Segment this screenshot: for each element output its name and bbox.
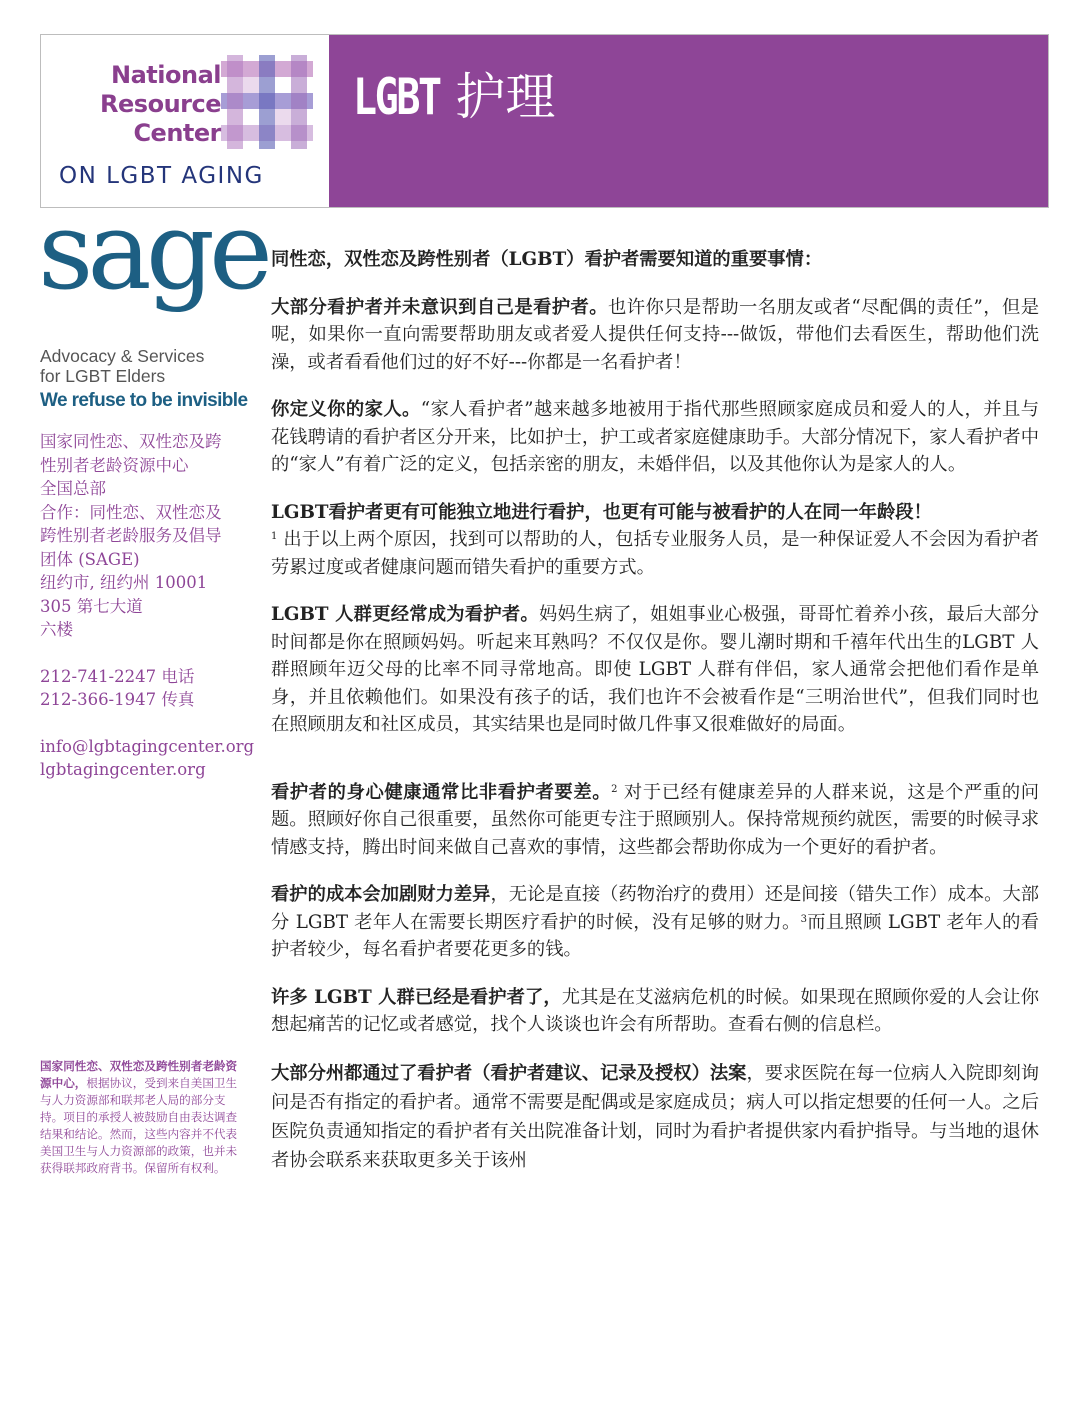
paragraph-lead: 大部分看护者并未意识到自己是看护者。: [271, 296, 608, 318]
on-lgbt-aging-text: ON LGBT AGING: [59, 163, 264, 189]
sage-tagline: [40, 346, 204, 386]
heading-text: 同性恋，双性恋及跨性别者（LGBT）看护者需要知道的重要事情：: [271, 249, 823, 270]
page-title: [353, 57, 555, 129]
paragraph-body: 对于已经有健康差异的人群来说，这是个严重的问题。照顾好你自己很重要，虽然你可能更专注于照顾别人。保持常规预约就医，需要的时候寻求情感支持，腾出时间来做自己喜欢的事情，这些都会帮助你成为一个更好的看护者。: [271, 781, 1040, 858]
footnote-ref: 2: [611, 783, 618, 795]
plaid-grid-icon: [221, 55, 313, 149]
sage-tagline-line-1: Advocacy & Services: [40, 346, 205, 366]
paragraph-body: ，要求医院在每一位病人入院即刻询问是否有指定的看护者。通常不需要是配偶或是家庭成员；病人可以指定想要的任何一人。之后医院负责通知指定的看护者有关出院准备计划，同时为看护者提供家内看护指导。与当地的退休者协会联系来获取更多关于该州: [271, 1062, 1040, 1171]
paragraph-body: 出于以上两个原因，找到可以帮助的人，包括专业服务人员，是一种保证爱人不会因为看护者劳累过度或者健康问题而错失看护的重要方式。: [271, 529, 1039, 578]
email-link[interactable]: info@lgbtagingcenter.org: [40, 736, 255, 756]
address-line: 305 第七大道: [40, 596, 143, 616]
address-line: 国家同性恋、双性恋及跨: [40, 432, 222, 451]
paragraph-care-act: [271, 1059, 1039, 1175]
contact-block: [40, 430, 255, 782]
footnote-ref: 3: [800, 913, 807, 925]
main-heading: [271, 246, 1039, 274]
address-line: 纽约市, 纽约州 10001: [40, 573, 208, 592]
page-title-cn: 护理: [439, 68, 556, 126]
paragraph-independent-care: [271, 499, 1039, 582]
paragraph-body: 尤其是在艾滋病危机的时候。如果现在照顾你爱的人会让你想起痛苦的记忆或者感觉，找个人谈谈也许会有所帮助。查看右侧的信息栏。: [271, 986, 1039, 1035]
paragraph-body-cont: 而且照顾 LGBT 老年人的看护者较少，每名看护者要花更多的钱。: [271, 911, 1040, 960]
page-title-latin: LGBT: [353, 68, 440, 126]
paragraph-body: 也许你只是帮助一名朋友或者“尽配偶的责任”，但是呢，如果你一直向需要帮助朋友或者爱人提供任何支持---做饭，带他们去看医生，帮助他们洗澡，或者看看他们过的好不好---你都是一名看护者！: [271, 296, 1040, 373]
funding-disclaimer: [40, 1058, 244, 1177]
disclaimer-text: 根据协议，受到来自美国卫生与人力资源部和联邦老人局的部分支持。项目的承授人被鼓励自由表达调查结果和结论。然而，这些内容并不代表美国卫生与人力资源部的政策，也并未获得联邦政府背书。保留所有权利。: [40, 1076, 238, 1175]
paragraph-lead: LGBT 人群更经常成为看护者。: [271, 604, 539, 625]
footnote-ref: 1: [271, 531, 278, 542]
sage-slogan: We refuse to be invisible: [40, 390, 248, 411]
paragraph-cost: [271, 881, 1039, 964]
fax-number: 212-366-1947 传真: [40, 690, 195, 709]
paragraph-body: ，无论是直接（药物治疗的费用）还是间接（错失工作）成本。大部分 LGBT 老年人在需要长期医疗看护的时候，没有足够的财力。: [271, 884, 1040, 933]
sage-tagline-line-2: for LGBT Elders: [40, 366, 166, 386]
paragraph-lead: 大部分州都通过了看护者（看护者建议、记录及授权）法案: [271, 1062, 747, 1084]
paragraph-lead: 你定义你的家人。: [271, 399, 421, 420]
sage-logo: [38, 189, 267, 338]
sage-wordmark: sage: [38, 189, 267, 314]
nrc-logo-text: [61, 61, 221, 148]
title-banner: [329, 35, 1048, 207]
address-line: 六楼: [40, 620, 73, 639]
org-line-3: Center: [133, 119, 221, 147]
address-line: 全国总部: [40, 479, 106, 498]
paragraph-lead: 看护的成本会加剧财力差异: [271, 884, 491, 905]
disclaimer-org-name: 国家同性恋、双性恋及跨性别者老龄资源中心，: [40, 1059, 238, 1090]
paragraph-lead: LGBT看护者更有可能独立地进行看护，也更有可能与被看护的人在同一年龄段！: [271, 501, 932, 523]
paragraph-lead: 看护者的身心健康通常比非看护者要差。: [271, 781, 612, 803]
paragraph-define-family: [271, 396, 1039, 479]
paragraph-already-caregivers: [271, 984, 1039, 1039]
phone-number: 212-741-2247 电话: [40, 666, 195, 686]
website-link[interactable]: lgbtagingcenter.org: [40, 760, 206, 779]
address-line: 合作：同性恋、双性恋及: [40, 502, 222, 522]
header: [40, 34, 1049, 208]
paragraph-more-often-caregivers: [271, 601, 1039, 739]
paragraph-lead: 许多 LGBT 人群已经是看护者了，: [271, 986, 562, 1008]
address-line: 跨性别者老龄服务及倡导: [40, 526, 222, 545]
address-line: 团体 (SAGE): [40, 549, 140, 569]
org-line-2: Resource: [100, 90, 221, 118]
nrc-logo: [41, 35, 329, 207]
address-line: 性别者老龄资源中心: [40, 455, 189, 475]
paragraph-health: [271, 779, 1039, 862]
paragraph-caregiver-awareness: [271, 294, 1039, 377]
paragraph-body: 妈妈生病了，姐姐事业心极强，哥哥忙着养小孩，最后大部分时间都是你在照顾妈妈。听起来耳熟吗？不仅仅是你。婴儿潮时期和千禧年代出生的LGBT 人群照顾年迈父母的比率不同寻常地高。即使 LGBT 人群有伴侣，家人通常会把他们看作是单身，并且依赖他们。如果没有孩子的话，我们也许不会被看作是“三明治世代”，但我们同时也在照顾朋友和社区成员，其实结果也是同时做几件事又很难做好的局面。: [271, 604, 1040, 735]
paragraph-body: “家人看护者”越来越多地被用于指代那些照顾家庭成员和爱人的人，并且与花钱聘请的看护者区分开来，比如护士，护工或者家庭健康助手。大部分情况下，家人看护者中的“家人”有着广泛的定义，包括亲密的朋友，未婚伴侣，以及其他你认为是家人的人。: [271, 399, 1039, 475]
org-line-1: National: [111, 61, 221, 89]
main-content: [271, 246, 1039, 1175]
